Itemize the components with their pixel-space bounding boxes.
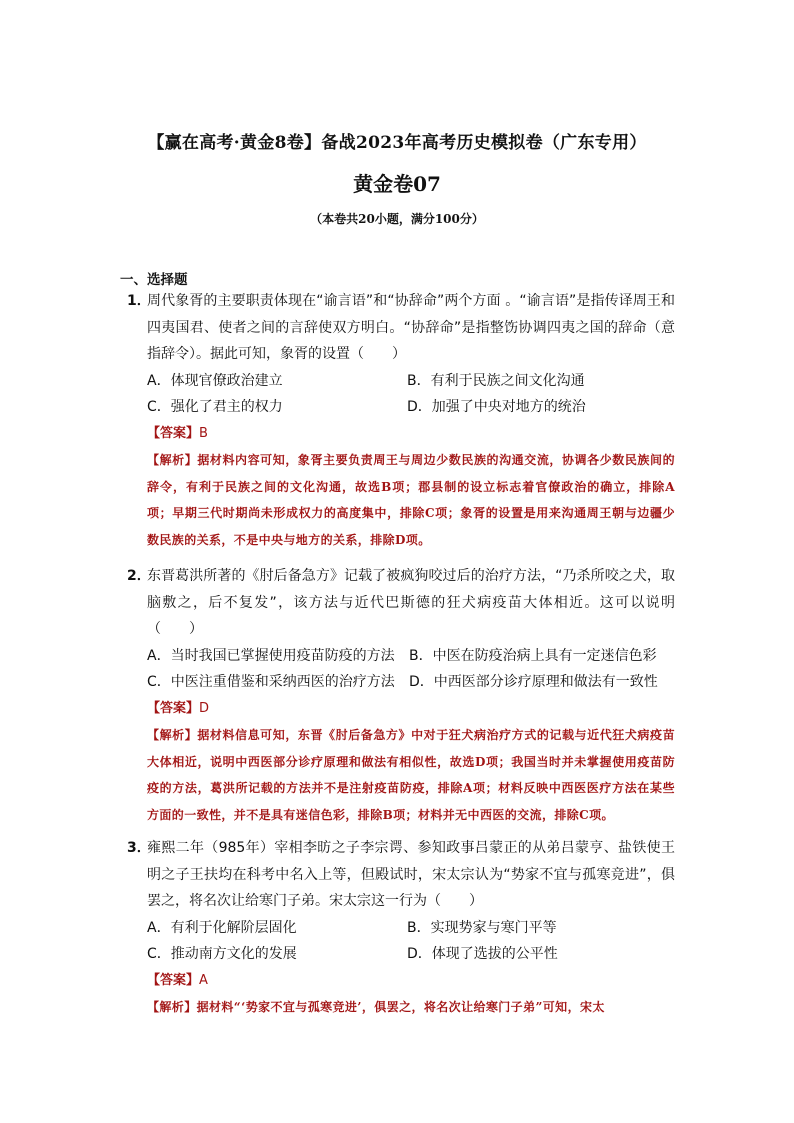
answer-label: 【答案】 (147, 972, 200, 988)
analysis-text: 据材料内容可知，象胥主要负责周王与周边少数民族的沟通交流，协调各少数民族间的辞令，有利于民族之间的文化沟通，故选B项；郡县制的设立标志着官僚政治的确立，排除A项；早期三代时期尚未形成权力的高度集中，排除C项；象胥的设置是用来沟通周王朝与边疆少数民族的关系，不是中央与地方的关系，排除D项。 (147, 453, 675, 547)
answer-value: D (199, 700, 210, 716)
paper-subtitle: 黄金卷07 (353, 172, 441, 196)
analysis-text: 据材料信息可知，东晋《肘后备急方》中对于狂犬病治疗方式的记载与近代狂犬病疫苗大体相近，说明中西医部分诊疗原理和做法有相似性，故选D项；我国当时并未掌握使用疫苗防疫的方法，葛洪所记载的方法并不是注射疫苗防疫，排除A项；材料反映中西医医疗方法在某些方面的一致性，并不是具有迷信色彩，排除B项；材料并无中西医的交流，排除C项。 (147, 728, 675, 822)
paper-meta: （本卷共20小题，满分100分） (310, 212, 484, 226)
option-d: D．中西医部分诊疗原理和做法有一致性 (409, 674, 658, 690)
option-a: A．体现官僚政治建立 (147, 372, 283, 389)
question-number: 2． (127, 568, 151, 584)
document-title: 【赢在高考·黄金8卷】备战2023年高考历史模拟卷（广东专用） (147, 133, 647, 153)
answer-line (127, 696, 675, 723)
option-a: A．当时我国已掌握使用疫苗防疫的方法 (147, 647, 395, 664)
question-stem: 东晋葛洪所著的《肘后备急方》记载了被疯狗咬过后的治疗方法，“乃杀所咬之犬，取脑敷之，后不复发”，该方法与近代巴斯德的狂犬病疫苗大体相近。这可以说明（ ） (147, 568, 675, 637)
answer-line (127, 968, 675, 995)
options-list (127, 368, 675, 421)
question-3 (127, 835, 675, 1021)
option-c: C．推动南方文化的发展 (147, 946, 297, 962)
analysis-label: 【解析】 (147, 728, 198, 742)
options-list (127, 915, 675, 968)
answer-label: 【答案】 (147, 425, 200, 441)
option-c: C．中医注重借鉴和采纳西医的治疗方法 (147, 674, 395, 690)
analysis-label: 【解析】 (147, 453, 198, 467)
question-stem: 周代象胥的主要职责体现在“谕言语”和“协辞命”两个方面 。“谕言语”是指传译周王和四夷国君、使者之间的言辞使双方明白。“协辞命”是指整饬协调四夷之国的辞命（意指辞令）。据此可知，象胥的设置（ ） (147, 293, 675, 362)
question-1 (127, 288, 675, 553)
section-heading: 一、选择题 (120, 272, 188, 288)
option-b: B．实现势家与寒门平等 (407, 919, 557, 936)
analysis (127, 722, 675, 828)
analysis-text: 据材料“‘势家不宜与孤寒竞进’，俱罢之，将名次让给寒门子弟”可知，宋太 (196, 1000, 605, 1014)
analysis (127, 994, 675, 1021)
option-a: A．有利于化解阶层固化 (147, 919, 297, 936)
analysis-label: 【解析】 (147, 1000, 197, 1014)
option-d: D．加强了中央对地方的统治 (407, 399, 586, 415)
question-number: 3． (127, 840, 151, 856)
analysis (127, 447, 675, 553)
question-stem: 雍熙二年（985年）宰相李昉之子李宗谔、参知政事吕蒙正的从弟吕蒙亨、盐铁使王明之子王扶均在科考中名入上等，但殿试时，宋太宗认为“势家不宜与孤寒竞进”，俱罢之，将名次让给寒门子弟。宋太宗这一行为（ ） (147, 840, 675, 909)
option-b: B．中医在防疫治病上具有一定迷信色彩 (409, 647, 657, 664)
question-number: 1． (127, 293, 151, 309)
option-d: D．体现了选拔的公平性 (407, 946, 558, 962)
answer-value: A (199, 972, 208, 988)
answer-line (127, 421, 675, 448)
option-b: B．有利于民族之间文化沟通 (407, 372, 585, 389)
options-list (127, 643, 675, 696)
answer-value: B (199, 425, 208, 441)
option-c: C．强化了君主的权力 (147, 399, 283, 415)
question-2 (127, 563, 675, 828)
answer-label: 【答案】 (147, 700, 200, 716)
